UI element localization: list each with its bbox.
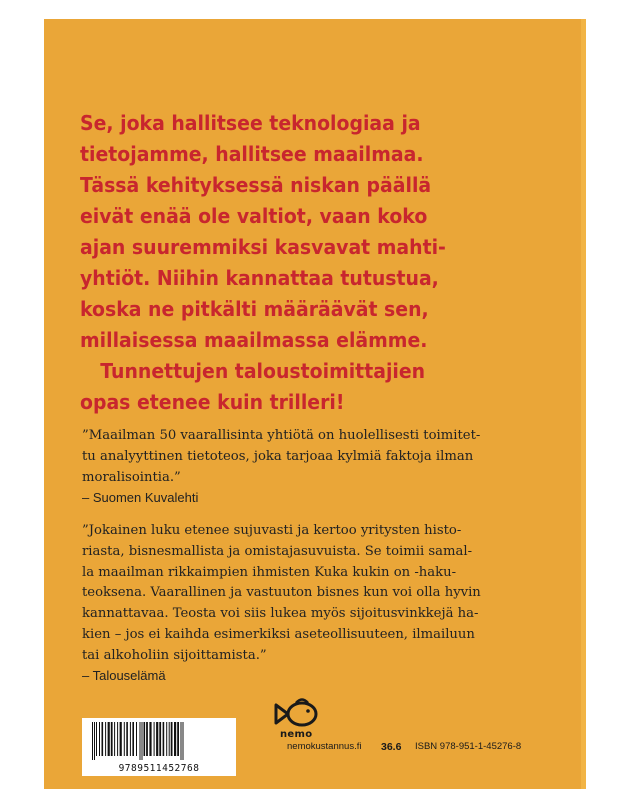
review-line: kannattavaa. Teosta voi siis lukea myös sijoitusvinkkejä ha- xyxy=(82,606,479,622)
barcode-number: 9789511452768 xyxy=(118,763,200,774)
barcode-bar xyxy=(94,722,95,760)
blurb-line: Tunnettujen taloustoimittajien xyxy=(100,359,426,383)
barcode-bar xyxy=(149,722,151,756)
review-line: tai alkoholiin sijoittamista.” xyxy=(82,647,267,663)
barcode-bar xyxy=(183,722,184,760)
barcode-bar xyxy=(144,722,146,756)
barcode-bar xyxy=(171,722,173,756)
blurb-line: opas etenee kuin trilleri! xyxy=(80,390,345,414)
review-line: moralisointia.” xyxy=(82,469,181,485)
publisher-logo-text: nemo xyxy=(280,729,313,740)
barcode-bar xyxy=(120,722,122,756)
barcode-bar xyxy=(174,722,176,756)
review-line: teoksena. Vaarallinen ja vastuuton bisnes kun voi olla hyvin xyxy=(82,585,481,601)
price-code: 36.6 xyxy=(381,741,402,753)
barcode-bar xyxy=(142,722,143,760)
barcode-bar xyxy=(102,722,104,756)
blurb-line: eivät enää ole valtiot, vaan koko xyxy=(80,204,428,228)
review-line: la maailman rikkaimpien ihmisten Kuka kukin on -haku- xyxy=(82,564,457,580)
blurb-line: ajan suuremmiksi kasvavat mahti- xyxy=(80,235,446,259)
review-quote-2 xyxy=(82,521,481,667)
barcode-bar xyxy=(140,722,141,760)
blurb-line: Tässä kehityksessä niskan päällä xyxy=(80,173,432,197)
barcode-bar xyxy=(177,722,179,756)
publisher-website: nemokustannus.fi xyxy=(287,741,362,752)
review-source-2: – Talouselämä xyxy=(82,668,166,683)
review-quote-1 xyxy=(82,426,480,488)
blurb-line: yhtiöt. Niihin kannattaa tutustua, xyxy=(80,266,439,290)
barcode-bar xyxy=(108,722,110,756)
barcode-bar xyxy=(181,722,182,760)
barcode-bar xyxy=(132,722,134,756)
review-line: riasta, bisnesmallista ja omistajasuvuista. Se toimii samal- xyxy=(82,543,473,559)
barcode-bar xyxy=(117,722,118,756)
review-line: ”Maailman 50 vaarallisinta yhtiötä on huolellisesti toimitet- xyxy=(82,428,481,443)
blurb-line: millaisessa maailmassa elämme. xyxy=(80,328,428,352)
blurb-line: tietojamme, hallitsee maailmaa. xyxy=(80,142,424,166)
barcode-bars xyxy=(90,722,228,760)
barcode-bar xyxy=(166,722,167,756)
isbn-text: ISBN 978-951-1-45276-8 xyxy=(415,741,522,752)
review-line: ”Jokainen luku etenee sujuvasti ja kertoo yritysten histo- xyxy=(82,523,462,538)
review-line: tu analyyttinen tietoteos, joka tarjoaa kylmiä faktoja ilman xyxy=(82,448,474,464)
barcode-bar xyxy=(156,722,158,756)
barcode-bar xyxy=(92,722,93,760)
review-source-1: – Suomen Kuvalehti xyxy=(82,490,199,505)
barcode-bar xyxy=(163,722,165,756)
barcode-bar xyxy=(126,722,128,756)
barcode-bar xyxy=(99,722,100,756)
barcode-bar xyxy=(114,722,115,756)
barcode-bar xyxy=(146,722,148,756)
barcode-bar xyxy=(154,722,155,756)
barcode-bar xyxy=(136,722,137,756)
barcode-bar xyxy=(159,722,161,756)
back-cover-blurb xyxy=(80,108,540,418)
barcode-bar xyxy=(124,722,125,756)
blurb-line: Se, joka hallitsee teknologiaa ja xyxy=(80,111,421,135)
barcode-bar xyxy=(130,722,131,756)
isbn-barcode xyxy=(82,718,236,776)
barcode-bar xyxy=(111,722,113,756)
barcode-bar xyxy=(169,722,170,756)
review-line: kien – jos ei kaihda esimerkiksi aseteollisuuteen, ilmailuun xyxy=(82,626,475,642)
blurb-line: koska ne pitkälti määräävät sen, xyxy=(80,297,429,321)
barcode-bar xyxy=(105,722,106,756)
barcode-bar xyxy=(96,722,97,756)
